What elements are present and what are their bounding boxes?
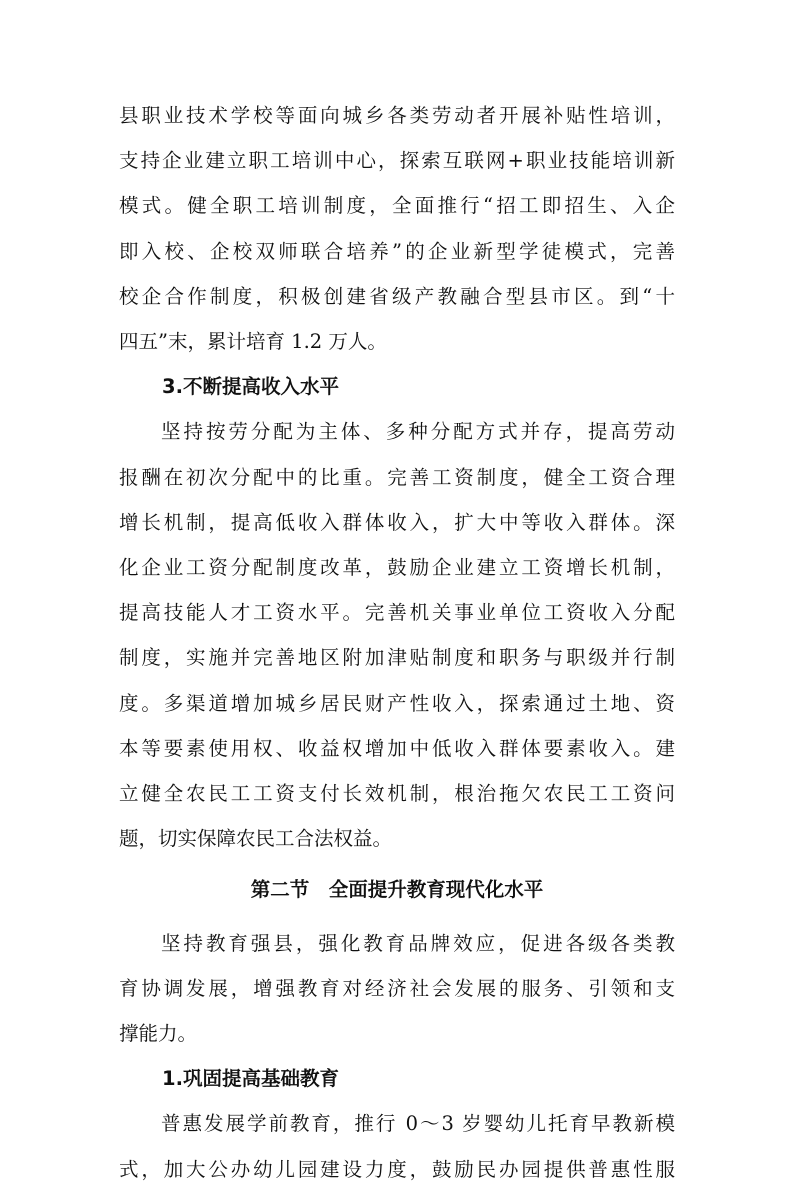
- para4-line-1: 普惠发展学前教育，推行 0～3 岁婴幼儿托育早教新模: [161, 1112, 675, 1135]
- para2-line-4: 化企业工资分配制度改革，鼓励企业建立工资增长机制，: [119, 556, 675, 579]
- para2-line-7: 度。多渠道增加城乡居民财产性收入，探索通过土地、资: [119, 692, 675, 715]
- para2-line-1: 坚持按劳分配为主体、多种分配方式并存，提高劳动: [161, 420, 675, 443]
- subheading-income: 3.不断提高收入水平: [162, 375, 339, 398]
- para3-line-2: 育协调发展，增强教育对经济社会发展的服务、引领和支: [119, 977, 675, 1000]
- para1-line-5: 校企合作制度，积极创建省级产教融合型县市区。到“十: [119, 285, 675, 308]
- para2-line-10: 题，切实保障农民工合法权益。: [119, 827, 393, 850]
- para2-line-9: 立健全农民工工资支付长效机制，根治拖欠农民工工资问: [119, 782, 675, 805]
- subheading-basic-education: 1.巩固提高基础教育: [162, 1067, 339, 1090]
- para3-line-1: 坚持教育强县，强化教育品牌效应，促进各级各类教: [161, 932, 675, 955]
- para1-line-4: 即入校、企校双师联合培养”的企业新型学徒模式，完善: [119, 240, 675, 263]
- para2-line-6: 制度，实施并完善地区附加津贴制度和职务与职级并行制: [119, 646, 675, 669]
- para2-line-3: 增长机制，提高低收入群体收入，扩大中等收入群体。深: [119, 511, 675, 534]
- section-title: 第二节 全面提升教育现代化水平: [250, 878, 544, 901]
- para2-line-5: 提高技能人才工资水平。完善机关事业单位工资收入分配: [119, 601, 675, 624]
- para2-line-8: 本等要素使用权、收益权增加中低收入群体要素收入。建: [119, 737, 675, 760]
- para3-line-3: 撑能力。: [119, 1022, 198, 1045]
- para1-line-1: 县职业技术学校等面向城乡各类劳动者开展补贴性培训，: [119, 104, 675, 127]
- para2-line-2: 报酬在初次分配中的比重。完善工资制度，健全工资合理: [119, 466, 675, 489]
- para1-line-2: 支持企业建立职工培训中心，探索互联网+职业技能培训新: [119, 149, 675, 172]
- para1-line-6: 四五”末，累计培育 1.2 万人。: [119, 330, 387, 353]
- para4-line-2: 式，加大公办幼儿园建设力度，鼓励民办园提供普惠性服: [119, 1158, 675, 1181]
- para1-line-3: 模式。健全职工培训制度，全面推行“招工即招生、入企: [119, 194, 675, 217]
